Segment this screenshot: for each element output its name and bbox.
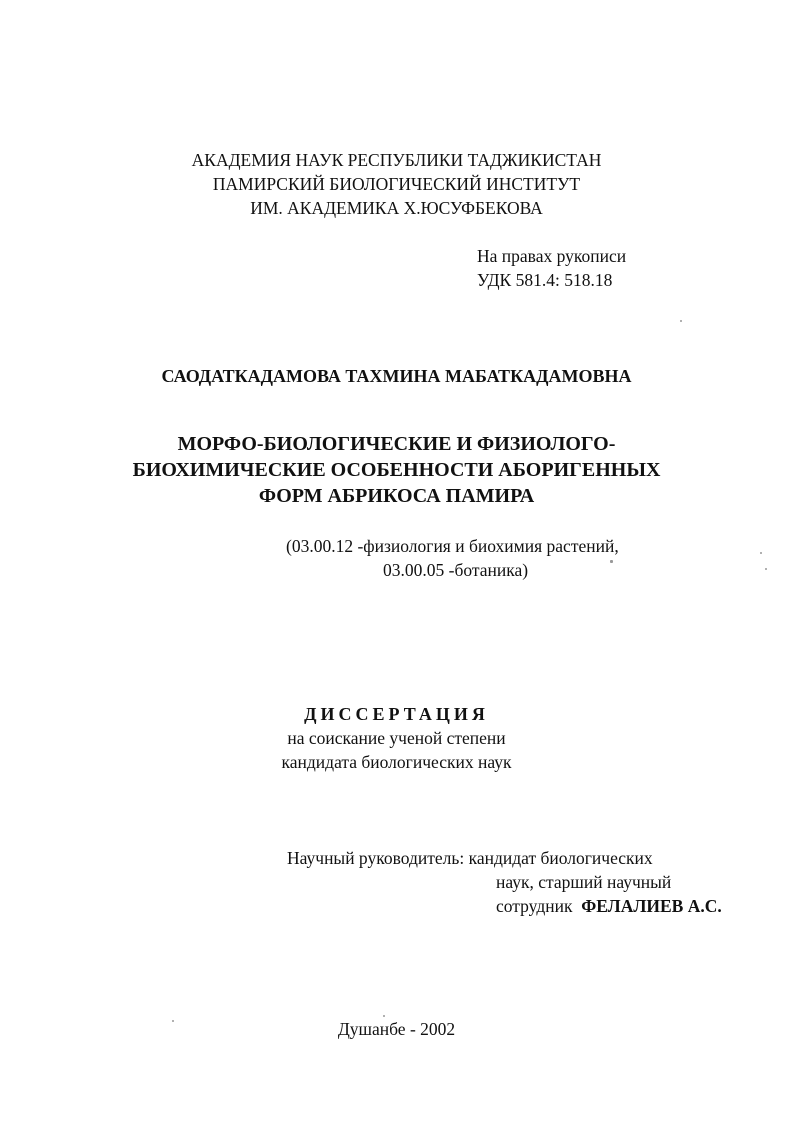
scan-speck (760, 552, 762, 554)
degree-line-1: на соискание ученой степени (287, 728, 506, 748)
scan-speck (680, 320, 682, 322)
header-academy: АКАДЕМИЯ НАУК РЕСПУБЛИКИ ТАДЖИКИСТАН (191, 150, 602, 170)
scan-speck (765, 568, 767, 570)
scan-speck (172, 1020, 174, 1022)
manuscript-rights: На правах рукописи (477, 246, 627, 266)
thesis-title-line-1: МОРФО-БИОЛОГИЧЕСКИЕ И ФИЗИОЛОГО- (177, 433, 616, 455)
specialty-line-2: 03.00.05 -ботаника) (383, 560, 529, 580)
scan-speck (610, 560, 613, 563)
supervisor-line-2: наук, старший научный (496, 872, 672, 892)
degree-line-2: кандидата биологических наук (281, 752, 512, 772)
header-named-after: ИМ. АКАДЕМИКА Х.ЮСУФБЕКОВА (250, 198, 543, 218)
thesis-title-line-2: БИОХИМИЧЕСКИЕ ОСОБЕННОСТИ АБОРИГЕННЫХ (132, 459, 661, 481)
supervisor-position: сотрудник (496, 896, 573, 916)
supervisor-line-3 (496, 895, 722, 917)
scan-speck (383, 1015, 385, 1017)
supervisor-name: ФЕЛАЛИЕВ А.С. (581, 896, 722, 916)
header-institute: ПАМИРСКИЙ БИОЛОГИЧЕСКИЙ ИНСТИТУТ (212, 174, 581, 194)
dissertation-heading: ДИССЕРТАЦИЯ (304, 704, 489, 724)
author-name: САОДАТКАДАМОВА ТАХМИНА МАБАТКАДАМОВНА (161, 366, 632, 386)
thesis-title-line-3: ФОРМ АБРИКОСА ПАМИРА (258, 485, 535, 507)
specialty-line-1: (03.00.12 -физиология и биохимия растений, (286, 536, 619, 556)
udk-code: УДК 581.4: 518.18 (477, 270, 613, 290)
city-year: Душанбе - 2002 (337, 1019, 456, 1039)
supervisor-line-1: Научный руководитель: кандидат биологических (287, 848, 653, 868)
